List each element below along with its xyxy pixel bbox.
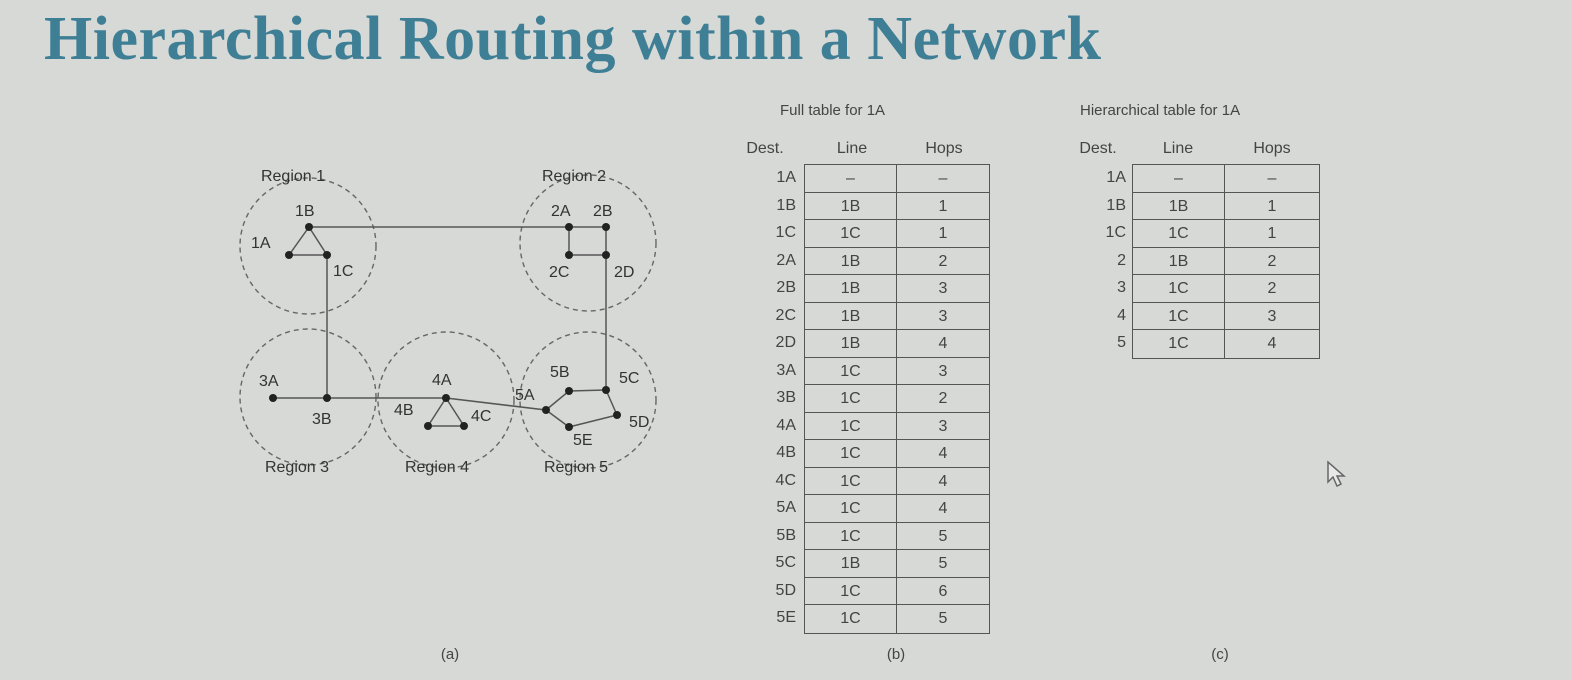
- node-4c: [460, 422, 468, 430]
- caption-b: (b): [886, 646, 906, 663]
- router-label-5d: 5D: [629, 414, 650, 431]
- region-3-circle: [240, 329, 376, 465]
- table-row: [1133, 303, 1319, 331]
- full_table-dest-12: 5A: [776, 499, 796, 516]
- full_table-hops-9: 3: [938, 417, 948, 435]
- hier_table-hops-1: 1: [1267, 197, 1277, 215]
- full_table-hops-5: 3: [938, 307, 948, 325]
- table-row: [805, 413, 989, 441]
- table-row: [805, 220, 989, 248]
- hier_table-hops-3: 2: [1267, 252, 1277, 270]
- region-5-label: Region 5: [543, 459, 609, 476]
- full_table-dest-15: 5D: [775, 581, 796, 599]
- router-label-1b: 1B: [295, 203, 315, 220]
- router-label-3b: 3B: [312, 411, 332, 428]
- full_table-dest-9: 4A: [776, 416, 796, 434]
- table-row: [805, 275, 989, 303]
- full_table-line-3: 1B: [805, 248, 897, 276]
- table-row: [805, 523, 989, 551]
- node-3b: [323, 394, 331, 402]
- region-2-label: Region 2: [541, 168, 607, 185]
- hier_table-grid: [1132, 164, 1320, 359]
- hier_table-hops-0: –: [1267, 170, 1277, 187]
- full_table-line-14: 1B: [805, 550, 897, 578]
- region-2-circle: [520, 175, 656, 311]
- table-row: [805, 550, 989, 578]
- node-5a: [542, 406, 550, 414]
- nodes: [269, 223, 621, 431]
- full_table-hops-13: 5: [938, 527, 948, 545]
- full_table-dest-6: 2D: [775, 334, 796, 351]
- full_table-dest-11: 4C: [775, 471, 796, 489]
- router-label-5a: 5A: [515, 387, 535, 404]
- table-row: [805, 440, 989, 468]
- hier_table-dest-4: 3: [1117, 279, 1126, 296]
- full_table-hops-8: 2: [938, 390, 948, 407]
- hier-table-header: [1068, 140, 1320, 160]
- full_table-line-16: 1C: [805, 605, 897, 633]
- full-table-header-line: Line: [836, 140, 868, 157]
- node-5c: [602, 386, 610, 394]
- hier-table-header-hops: Hops: [1253, 140, 1291, 157]
- full_table-hops-10: 4: [938, 445, 948, 462]
- table-row: [1133, 165, 1319, 193]
- full_table-line-0: –: [805, 165, 897, 193]
- node-4b: [424, 422, 432, 430]
- router-label-4b: 4B: [394, 402, 414, 419]
- caption-c: (c): [1211, 646, 1229, 663]
- node-3a: [269, 394, 277, 402]
- hier-table-header-dest: Dest.: [1079, 140, 1117, 157]
- full_table-hops-16: 5: [938, 610, 948, 627]
- router-label-5c: 5C: [619, 370, 640, 387]
- full-table-title: Full table for 1A: [780, 102, 886, 119]
- table-row: [1133, 193, 1319, 221]
- caption-a: (a): [440, 646, 460, 663]
- node-2d: [602, 251, 610, 259]
- full_table-line-2: 1C: [805, 220, 897, 248]
- table-row: [805, 358, 989, 386]
- full_table-dest-10: 4B: [776, 444, 796, 461]
- hier_table-dest-2: 1C: [1105, 224, 1126, 241]
- full_table-line-12: 1C: [805, 495, 897, 523]
- full_table-hops-7: 3: [938, 362, 948, 380]
- table-row: [805, 468, 989, 496]
- full_table-line-4: 1B: [805, 275, 897, 303]
- hier-table-header-line: Line: [1162, 140, 1194, 157]
- full_table-hops-15: 6: [938, 582, 948, 600]
- node-1a: [285, 251, 293, 259]
- slide-title: Hierarchical Routing within a Network: [44, 5, 1102, 73]
- full_table-dest-2: 1C: [775, 224, 796, 241]
- node-5b: [565, 387, 573, 395]
- full_table-hops-0: –: [938, 170, 948, 187]
- table-row: [805, 578, 989, 606]
- hier_table-dest-0: 1A: [1106, 169, 1126, 186]
- full_table-line-13: 1C: [805, 523, 897, 551]
- router-label-2c: 2C: [549, 264, 570, 281]
- full_table-line-5: 1B: [805, 303, 897, 331]
- router-label-2d: 2D: [614, 264, 635, 281]
- router-label-2b: 2B: [593, 203, 613, 220]
- hier_table-hops-2: 1: [1267, 225, 1277, 242]
- router-label-5b: 5B: [550, 364, 570, 381]
- full_table-hops-6: 4: [938, 335, 948, 352]
- full_table-hops-14: 5: [938, 555, 948, 572]
- full_table-hops-1: 1: [938, 197, 948, 215]
- table-row: [805, 165, 989, 193]
- full_table-hops-4: 3: [938, 280, 948, 297]
- full_table-line-1: 1B: [805, 193, 897, 221]
- table-row: [805, 605, 989, 633]
- mouse-cursor-icon: [1326, 460, 1352, 488]
- hier-table-title: Hierarchical table for 1A: [1080, 102, 1241, 119]
- full_table-line-7: 1C: [805, 358, 897, 386]
- router-label-4c: 4C: [471, 408, 492, 425]
- node-4a: [442, 394, 450, 402]
- table-row: [805, 385, 989, 413]
- network-diagram: [0, 0, 720, 680]
- full_table-line-6: 1B: [805, 330, 897, 358]
- router-label-1c: 1C: [333, 263, 354, 280]
- full_table-hops-3: 2: [938, 252, 948, 270]
- table-row: [1133, 275, 1319, 303]
- hier_table-line-0: –: [1133, 165, 1225, 193]
- full_table-hops-12: 4: [938, 500, 948, 517]
- full_table-dest-13: 5B: [776, 526, 796, 544]
- node-1c: [323, 251, 331, 259]
- node-5e: [565, 423, 573, 431]
- full_table-line-10: 1C: [805, 440, 897, 468]
- region-1-label: Region 1: [260, 168, 326, 185]
- node-1b: [305, 223, 313, 231]
- table-row: [1133, 248, 1319, 276]
- full_table-hops-11: 4: [938, 472, 948, 490]
- hier_table-hops-4: 2: [1267, 280, 1277, 297]
- hier_table-line-2: 1C: [1133, 220, 1225, 248]
- hier_table-line-1: 1B: [1133, 193, 1225, 221]
- hier_table-dest-5: 4: [1117, 306, 1126, 324]
- region-3-label: Region 3: [264, 459, 330, 476]
- hier_table-hops-6: 4: [1267, 335, 1277, 352]
- full_table-dest-1: 1B: [776, 196, 796, 214]
- full_table-dest-14: 5C: [775, 554, 796, 571]
- router-label-4a: 4A: [432, 372, 452, 389]
- full_table-hops-2: 1: [938, 225, 948, 242]
- full-table-header-dest: Dest.: [746, 140, 784, 157]
- table-row: [805, 495, 989, 523]
- node-5d: [613, 411, 621, 419]
- full_table-line-9: 1C: [805, 413, 897, 441]
- hier_table-dest-6: 5: [1117, 334, 1126, 351]
- router-label-2a: 2A: [551, 203, 571, 220]
- router-label-3a: 3A: [259, 373, 279, 390]
- full_table-dest-0: 1A: [776, 169, 796, 186]
- router-label-1a: 1A: [251, 235, 271, 252]
- table-row: [805, 330, 989, 358]
- hier_table-hops-5: 3: [1267, 307, 1277, 325]
- hier_table-line-3: 1B: [1133, 248, 1225, 276]
- hier_table-line-4: 1C: [1133, 275, 1225, 303]
- full_table-dest-4: 2B: [776, 279, 796, 296]
- table-row: [805, 193, 989, 221]
- full_table-line-15: 1C: [805, 578, 897, 606]
- table-row: [1133, 330, 1319, 358]
- full_table-grid: [804, 164, 990, 634]
- hier_table-dest-1: 1B: [1106, 196, 1126, 214]
- hier_table-line-5: 1C: [1133, 303, 1225, 331]
- full_table-dest-3: 2A: [776, 251, 796, 269]
- node-2c: [565, 251, 573, 259]
- full_table-dest-16: 5E: [776, 609, 796, 626]
- region-4-label: Region 4: [404, 459, 470, 476]
- full_table-line-11: 1C: [805, 468, 897, 496]
- full-table-header-hops: Hops: [925, 140, 963, 157]
- hier_table-line-6: 1C: [1133, 330, 1225, 358]
- full_table-line-8: 1C: [805, 385, 897, 413]
- full_table-dest-7: 3A: [776, 361, 796, 379]
- full_table-dest-5: 2C: [775, 306, 796, 324]
- full-table-header: [730, 140, 990, 160]
- node-2a: [565, 223, 573, 231]
- table-row: [805, 248, 989, 276]
- router-label-5e: 5E: [573, 432, 593, 449]
- table-row: [1133, 220, 1319, 248]
- hier_table-dest-3: 2: [1117, 251, 1126, 269]
- table-row: [805, 303, 989, 331]
- node-2b: [602, 223, 610, 231]
- full_table-dest-8: 3B: [776, 389, 796, 406]
